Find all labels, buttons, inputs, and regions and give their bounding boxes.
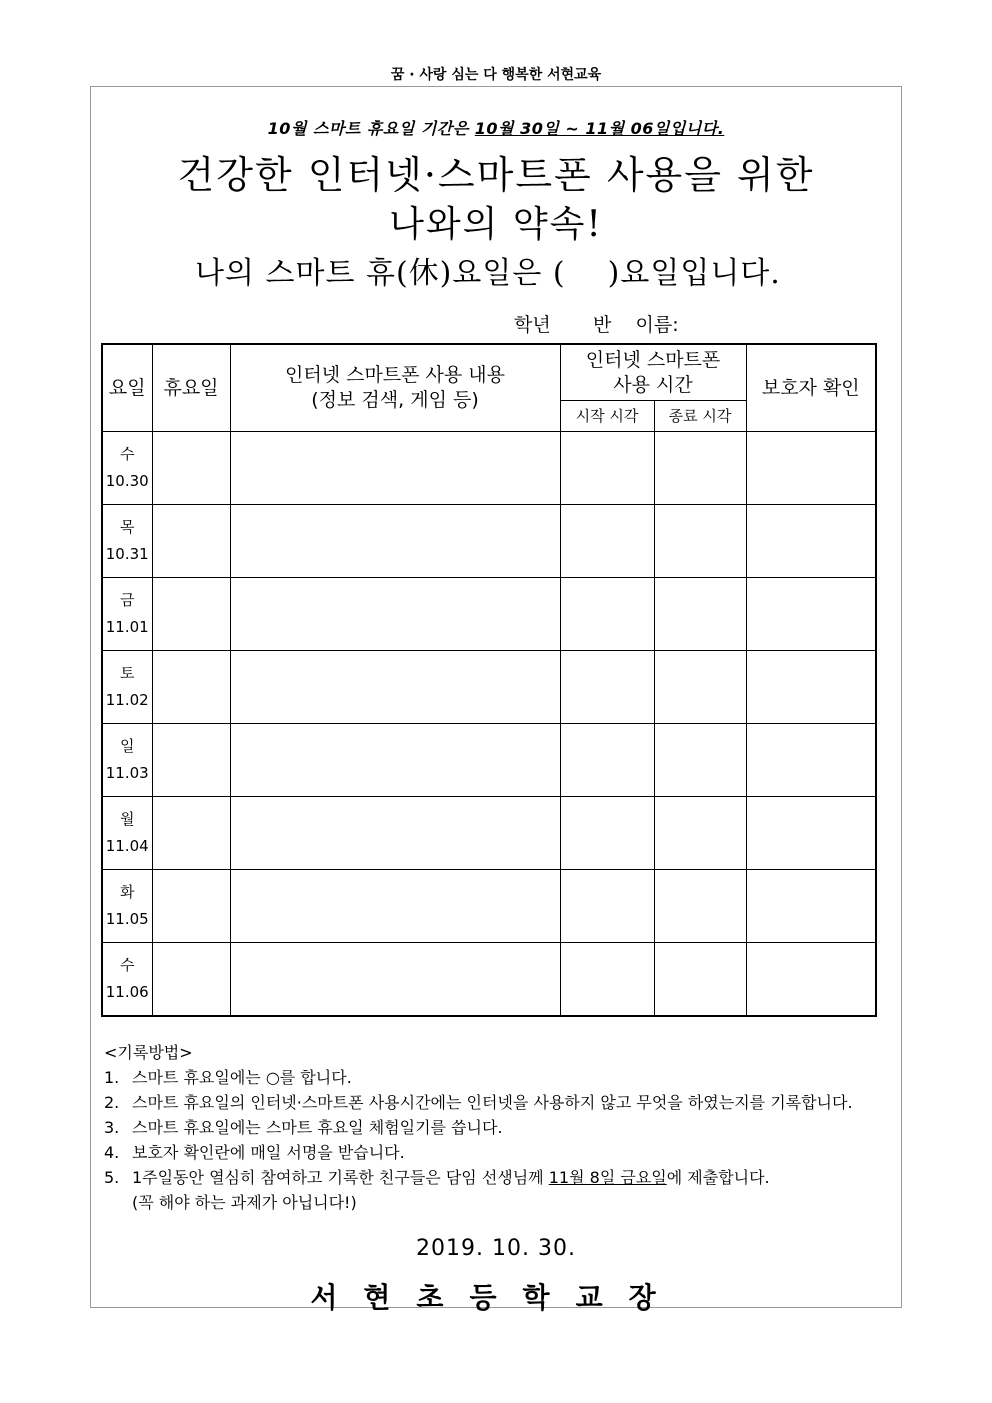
guardian-cell[interactable] [746, 870, 876, 943]
table-row [102, 870, 876, 943]
day-date: 11.06 [105, 983, 149, 1001]
table-row [102, 432, 876, 505]
start-time-cell[interactable] [560, 943, 654, 1017]
header-usage-time [560, 344, 746, 401]
usage-content-cell[interactable] [230, 870, 560, 943]
table-row [102, 578, 876, 651]
day-date: 11.02 [105, 691, 149, 709]
day-name: 토 [120, 664, 135, 682]
usage-log-table [101, 343, 877, 1017]
recording-method [104, 1040, 894, 1215]
end-time-cell[interactable] [654, 651, 746, 724]
method-item-text: 스마트 휴요일에는 ○를 합니다. [132, 1068, 352, 1087]
day-name: 수 [120, 445, 135, 463]
day-cell [102, 943, 152, 1017]
method-item-text: 1주일동안 열심히 참여하고 기록한 친구들은 담임 선생님께 [132, 1168, 549, 1187]
method-item-note: (꼭 해야 하는 과제가 아닙니다!) [132, 1193, 357, 1212]
header-usage-line-1: 인터넷 스마트폰 사용 내용 [284, 364, 505, 386]
rest-day-cell[interactable] [152, 578, 230, 651]
end-time-cell[interactable] [654, 505, 746, 578]
day-name: 월 [120, 810, 135, 828]
day-date: 11.04 [105, 837, 149, 855]
rest-day-cell[interactable] [152, 870, 230, 943]
method-item [104, 1115, 894, 1140]
start-time-cell[interactable] [560, 578, 654, 651]
rest-day-line: 나의 스마트 휴(休)요일은 ( )요일입니다. [195, 256, 781, 291]
guardian-cell[interactable] [746, 578, 876, 651]
day-date: 11.01 [105, 618, 149, 636]
start-time-cell[interactable] [560, 505, 654, 578]
day-cell [102, 578, 152, 651]
method-item [104, 1065, 894, 1090]
title-line-2: 나와의 약속! [389, 204, 603, 245]
day-date: 11.05 [105, 910, 149, 928]
day-cell [102, 724, 152, 797]
guardian-cell[interactable] [746, 432, 876, 505]
header-rest-day: 휴요일 [152, 344, 230, 432]
header-end-time: 종료 시각 [654, 401, 746, 432]
start-time-cell[interactable] [560, 432, 654, 505]
day-name: 금 [120, 591, 135, 609]
rest-day-cell[interactable] [152, 651, 230, 724]
method-item-number: 4. [104, 1143, 120, 1162]
method-item-number: 5. [104, 1168, 120, 1187]
start-time-cell[interactable] [560, 870, 654, 943]
end-time-cell[interactable] [654, 943, 746, 1017]
guardian-cell[interactable] [746, 651, 876, 724]
rest-day-cell[interactable] [152, 943, 230, 1017]
method-item [104, 1165, 894, 1215]
end-time-cell[interactable] [654, 870, 746, 943]
method-heading: <기록방법> [104, 1043, 193, 1062]
method-item-text-end: 에 제출합니다. [666, 1168, 770, 1187]
usage-content-cell[interactable] [230, 797, 560, 870]
end-time-cell[interactable] [654, 578, 746, 651]
day-cell [102, 432, 152, 505]
method-item-text: 스마트 휴요일의 인터넷·스마트폰 사용시간에는 인터넷을 사용하지 않고 무엇을 하였는지를 기록합니다. [132, 1093, 853, 1112]
header-time-line-2: 사용 시간 [613, 373, 693, 396]
header-motto: 꿈 · 사랑 심는 다 행복한 서현교육 [390, 67, 602, 83]
day-name: 일 [120, 737, 135, 755]
table-row [102, 797, 876, 870]
day-date: 11.03 [105, 764, 149, 782]
day-cell [102, 797, 152, 870]
rest-day-cell[interactable] [152, 432, 230, 505]
usage-content-cell[interactable] [230, 724, 560, 797]
document-date: 2019. 10. 30. [416, 1236, 576, 1261]
table-row [102, 724, 876, 797]
rest-day-cell[interactable] [152, 797, 230, 870]
school-principal-signature: 서현초등학교장 [310, 1281, 682, 1314]
method-item [104, 1140, 894, 1165]
method-item-text: 보호자 확인란에 매일 서명을 받습니다. [132, 1143, 405, 1162]
rest-day-cell[interactable] [152, 724, 230, 797]
start-time-cell[interactable] [560, 797, 654, 870]
rest-day-cell[interactable] [152, 505, 230, 578]
day-cell [102, 651, 152, 724]
day-date: 10.30 [105, 472, 149, 490]
table-row [102, 943, 876, 1017]
title-line-1: 건강한 인터넷·스마트폰 사용을 위한 [177, 153, 815, 197]
method-item-number: 2. [104, 1093, 120, 1112]
header-day: 요일 [102, 344, 152, 432]
submission-deadline: 11월 8일 금요일 [548, 1168, 667, 1187]
guardian-cell[interactable] [746, 505, 876, 578]
usage-content-cell[interactable] [230, 578, 560, 651]
end-time-cell[interactable] [654, 797, 746, 870]
table-row [102, 651, 876, 724]
day-name: 수 [120, 956, 135, 974]
student-info-line: 학년 반 이름: [514, 314, 679, 336]
method-item-text: 스마트 휴요일에는 스마트 휴요일 체험일기를 씁니다. [132, 1118, 503, 1137]
day-name: 목 [120, 518, 135, 536]
day-date: 10.31 [105, 545, 149, 563]
end-time-cell[interactable] [654, 432, 746, 505]
guardian-cell[interactable] [746, 797, 876, 870]
day-cell [102, 505, 152, 578]
header-guardian: 보호자 확인 [746, 344, 876, 432]
header-time-line-1: 인터넷 스마트폰 [585, 348, 721, 371]
usage-content-cell[interactable] [230, 651, 560, 724]
method-item-number: 1. [104, 1068, 120, 1087]
usage-content-cell[interactable] [230, 505, 560, 578]
usage-content-cell[interactable] [230, 943, 560, 1017]
start-time-cell[interactable] [560, 651, 654, 724]
start-time-cell[interactable] [560, 724, 654, 797]
method-item-number: 3. [104, 1118, 120, 1137]
period-notice-dates: 10월 30일 ~ 11월 06일입니다. [474, 119, 725, 138]
table-row [102, 505, 876, 578]
period-notice [0, 116, 992, 139]
header-usage-content [230, 344, 560, 432]
method-item [104, 1090, 894, 1115]
header-start-time: 시작 시각 [560, 401, 654, 432]
period-notice-prefix: 10월 스마트 휴요일 기간은 [267, 119, 475, 138]
end-time-cell[interactable] [654, 724, 746, 797]
guardian-cell[interactable] [746, 724, 876, 797]
day-name: 화 [120, 883, 135, 901]
guardian-cell[interactable] [746, 943, 876, 1017]
header-usage-line-2: (정보 검색, 게임 등) [311, 389, 479, 411]
usage-content-cell[interactable] [230, 432, 560, 505]
method-list [104, 1065, 894, 1215]
day-cell [102, 870, 152, 943]
